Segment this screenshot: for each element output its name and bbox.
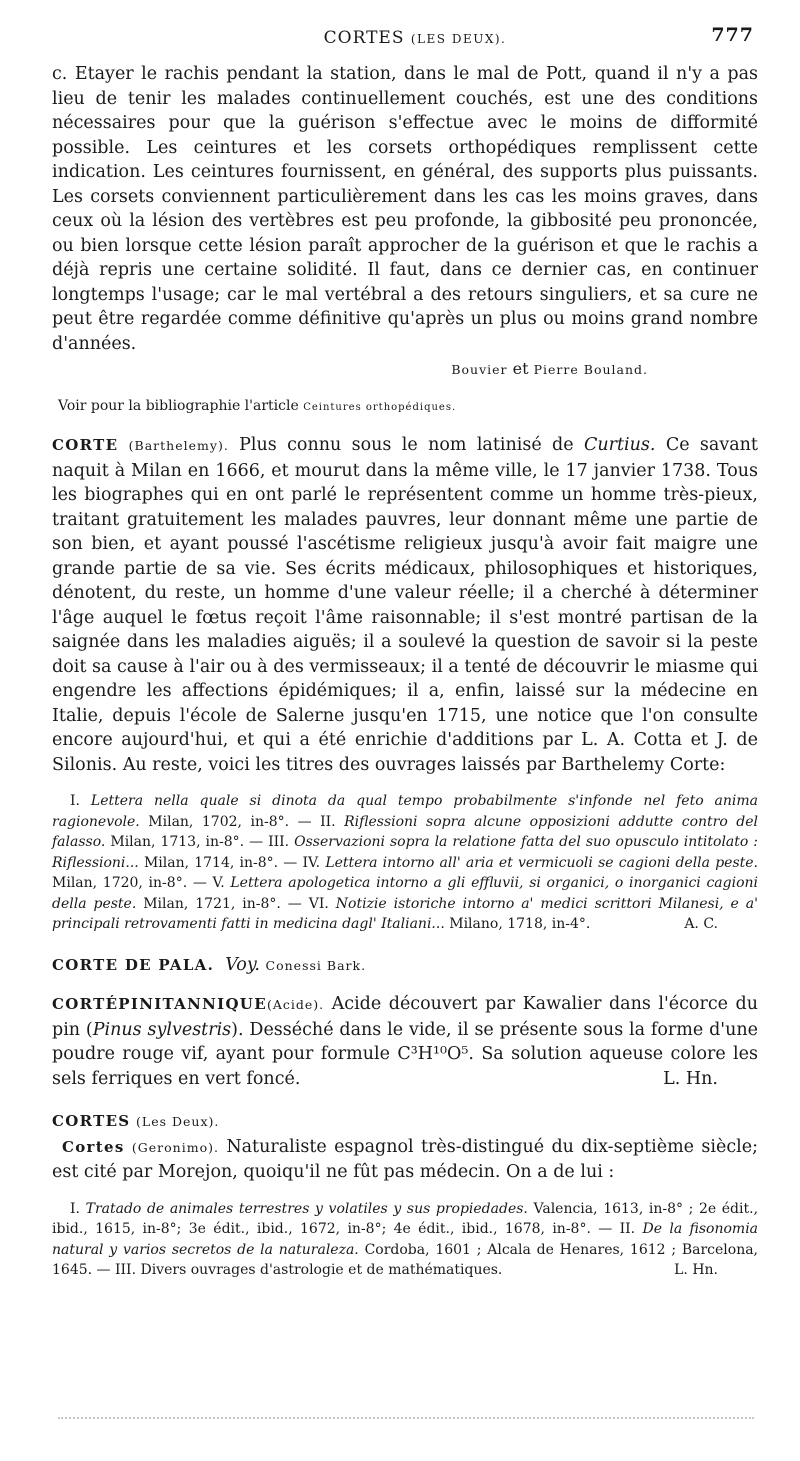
cortes-bibliography xyxy=(52,1199,758,1281)
cortes-sub-paren: (Geronimo). xyxy=(131,1139,219,1155)
bib-num: IV. xyxy=(302,854,321,871)
cortepinitannique-paren: (Acide). xyxy=(266,997,325,1012)
bib-pub: Milan, 1720, in-8°. — xyxy=(52,875,207,891)
bib-num: II. xyxy=(619,1221,636,1237)
entry-corte xyxy=(52,433,758,935)
cortes-subheadword: Cortes xyxy=(62,1137,125,1156)
bib-num: I. xyxy=(70,1200,80,1217)
bib-num: II. xyxy=(320,813,336,830)
corte-de-pala-ref: Conessi Bark. xyxy=(265,957,367,973)
bib-num: VI. xyxy=(308,895,329,912)
cortepinitannique-latin: Pinus sylvestris xyxy=(92,1019,232,1040)
bib-title: De la fisonomia natural y varios secretos de la naturaleza. xyxy=(52,1221,759,1258)
bib-pub: Milano, 1718, in-4°. xyxy=(449,916,591,932)
bib-title: Lettera intorno all' aria et vermicuoli se cagioni della peste. xyxy=(325,854,758,871)
pott-signature xyxy=(52,356,758,383)
corte-text-a: Plus connu sous le nom latinisé de xyxy=(239,435,574,455)
bib-title: Osservazioni sopra la relatione fatta del suo opusculo intitolato : Riflessioni... xyxy=(52,834,759,871)
voy-label: Voy. xyxy=(225,954,260,975)
cortepinitannique-headword: CORTÉPINITANNIQUE xyxy=(52,995,267,1013)
corte-bibliography xyxy=(52,791,758,935)
bib-num: III. xyxy=(268,834,290,850)
cortes-geronimo-paragraph xyxy=(52,1135,758,1185)
bibliography-note xyxy=(52,395,758,419)
entry-cortepinitannique xyxy=(52,992,758,1091)
cortes-paren: (Les Deux). xyxy=(136,1114,220,1129)
cortes-heading xyxy=(52,1109,758,1135)
bib-pub: Cordoba, 1601 ; Alcala de Henares, 1612 ; Barcelona, 1645. — xyxy=(52,1241,759,1278)
entry-initials: L. Hn. xyxy=(674,1262,718,1278)
page-number: 777 xyxy=(711,24,754,46)
corte-latin-name: Curtius. xyxy=(583,435,656,455)
bib-pub: Valencia, 1613, in-8° ; 2e édit., ibid., 1615, in-8°; 3e édit., ibid., 1672, in-8°; 4e édit., ibid., 1678, in-8°. — xyxy=(52,1200,759,1237)
entry-cortes xyxy=(52,1109,758,1281)
cortepinitannique-text-b: ). Desséché dans le vide, il se présente sous la forme d'une poudre rouge vif, ayant pour formule C³H¹⁰O⁵. Sa solution aqueuse colore les sels ferriques en vert foncé. xyxy=(52,1019,758,1089)
corte-headword: CORTE xyxy=(52,436,119,454)
entry-initials: L. Hn. xyxy=(663,1068,718,1089)
bib-pub: Milan, 1713, in-8°. — xyxy=(110,834,264,850)
bib-num: V. xyxy=(212,875,225,891)
entry-initials: A. C. xyxy=(684,916,718,932)
bib-text: Divers ouvrages d'astrologie et de mathématiques. xyxy=(140,1262,503,1278)
bib-title: Notizie istoriche intorno a' medici scrittori Milanesi, e a' principali retrovamenti fatti in medicina dagl' Italiani... xyxy=(52,895,758,932)
header-title xyxy=(324,28,507,48)
corte-paren: (Barthelemy). xyxy=(128,438,229,453)
bib-num: III. xyxy=(114,1262,137,1278)
signature-author-2: Pierre Bouland. xyxy=(533,362,648,377)
bib-pub: Milan, 1702, in-8°. — xyxy=(148,813,312,830)
running-header xyxy=(52,24,758,62)
header-title-paren: (LES DEUX). xyxy=(410,32,507,46)
bibliography-note-text: Voir pour la bibliographie l'article xyxy=(58,398,299,414)
signature-and: et xyxy=(512,359,529,378)
bib-pub: Milan, 1714, in-8°. — xyxy=(143,854,298,871)
corte-de-pala-headword: CORTE DE PALA. xyxy=(52,955,215,974)
corte-paragraph xyxy=(52,433,758,777)
bib-title: Lettera nella quale si dinota da qual tempo probabilmente s'infonde nel feto anima ragionevole. xyxy=(52,793,759,830)
entry-corte-de-pala xyxy=(52,953,758,979)
footer-dotted-rule xyxy=(58,1417,754,1421)
bib-title: Tratado de animales terrestres y volatiles y sus propiedades. xyxy=(85,1200,528,1217)
bib-title: Lettera apologetica intorno a gli effluvii, si organici, o inorganici cagioni della peste. xyxy=(52,875,759,912)
bib-pub: Milan, 1721, in-8°. — xyxy=(143,895,302,912)
bib-num: I. xyxy=(70,793,80,809)
header-title-main: CORTES xyxy=(323,28,405,48)
cortes-headword: CORTES xyxy=(52,1112,131,1130)
pott-paragraph: c. Etayer le rachis pendant la station, dans le mal de Pott, quand il n'y a pas lieu de tenir les malades continuellement couchés, est une des conditions nécessaires pour que la guérison s'effectue avec le moins de difformité possible. Les ceintures et les corsets orthopédiques remplissent cette indication. Les ceintures fournissent, en général, des supports plus puissants. Les corsets conviennent particulièrement dans les cas les moins graves, dans ceux où la lésion des vertèbres est peu profonde, la gibbosité peu prononcée, ou bien lorsque cette lésion paraît approcher de la guérison et que le rachis a déjà repris une certaine solidité. Il faut, dans ce dernier cas, en continuer longtemps l'usage; car le mal vertébral a des retours singuliers, et sa cure ne peut être regardée comme définitive qu'après un plus ou moins grand nombre d'années. xyxy=(52,64,758,354)
cortepinitannique-text-a: Acide découvert par Kawalier dans l'écorce du pin ( xyxy=(52,994,758,1040)
corte-text-b: Ce savant naquit à Milan en 1666, et mourut dans la même ville, le 17 janvier 1738. Tous les biographes qui en ont parlé le représentent comme un homme très-pieux, traitant gratuitement les malades pauvres, leur donnant même une partie de son bien, et ayant poussé l'ascétisme religieux jusqu'à avoir fait maigre une grande partie de sa vie. Ses écrits médicaux, philosophiques et historiques, dénotent, du reste, un homme d'une valeur réelle; il a cherché à déterminer l'âge auquel le fœtus reçoit l'âme raisonnable; il s'est montré partisan de la saignée dans les maladies aiguës; il a soulevé la question de savoir si la peste doit sa cause à l'air ou à des vermisseaux; il a tenté de découvrir le miasme qui engendre les affections épidémiques; il a, enfin, laissé sur la médecine en Italie, depuis l'école de Salerne jusqu'en 1715, une notice que l'on consulte encore aujourd'hui, et qui a été enrichie d'additions par L. A. Cotta et J. de Silonis. Au reste, voici les titres des ouvrages laissés par Barthelemy Corte: xyxy=(52,435,758,775)
bibliography-note-ref: Ceintures orthopédiques. xyxy=(303,402,457,413)
signature-author-1: Bouvier xyxy=(451,362,508,377)
bib-title: Riflessioni sopra alcune opposizioni addutte contro del falasso. xyxy=(52,813,758,850)
cortes-text: Naturaliste espagnol très-distingué du dix-septième siècle; est cité par Morejon, quoiqu'il ne fût pas médecin. On a de lui : xyxy=(52,1136,758,1182)
